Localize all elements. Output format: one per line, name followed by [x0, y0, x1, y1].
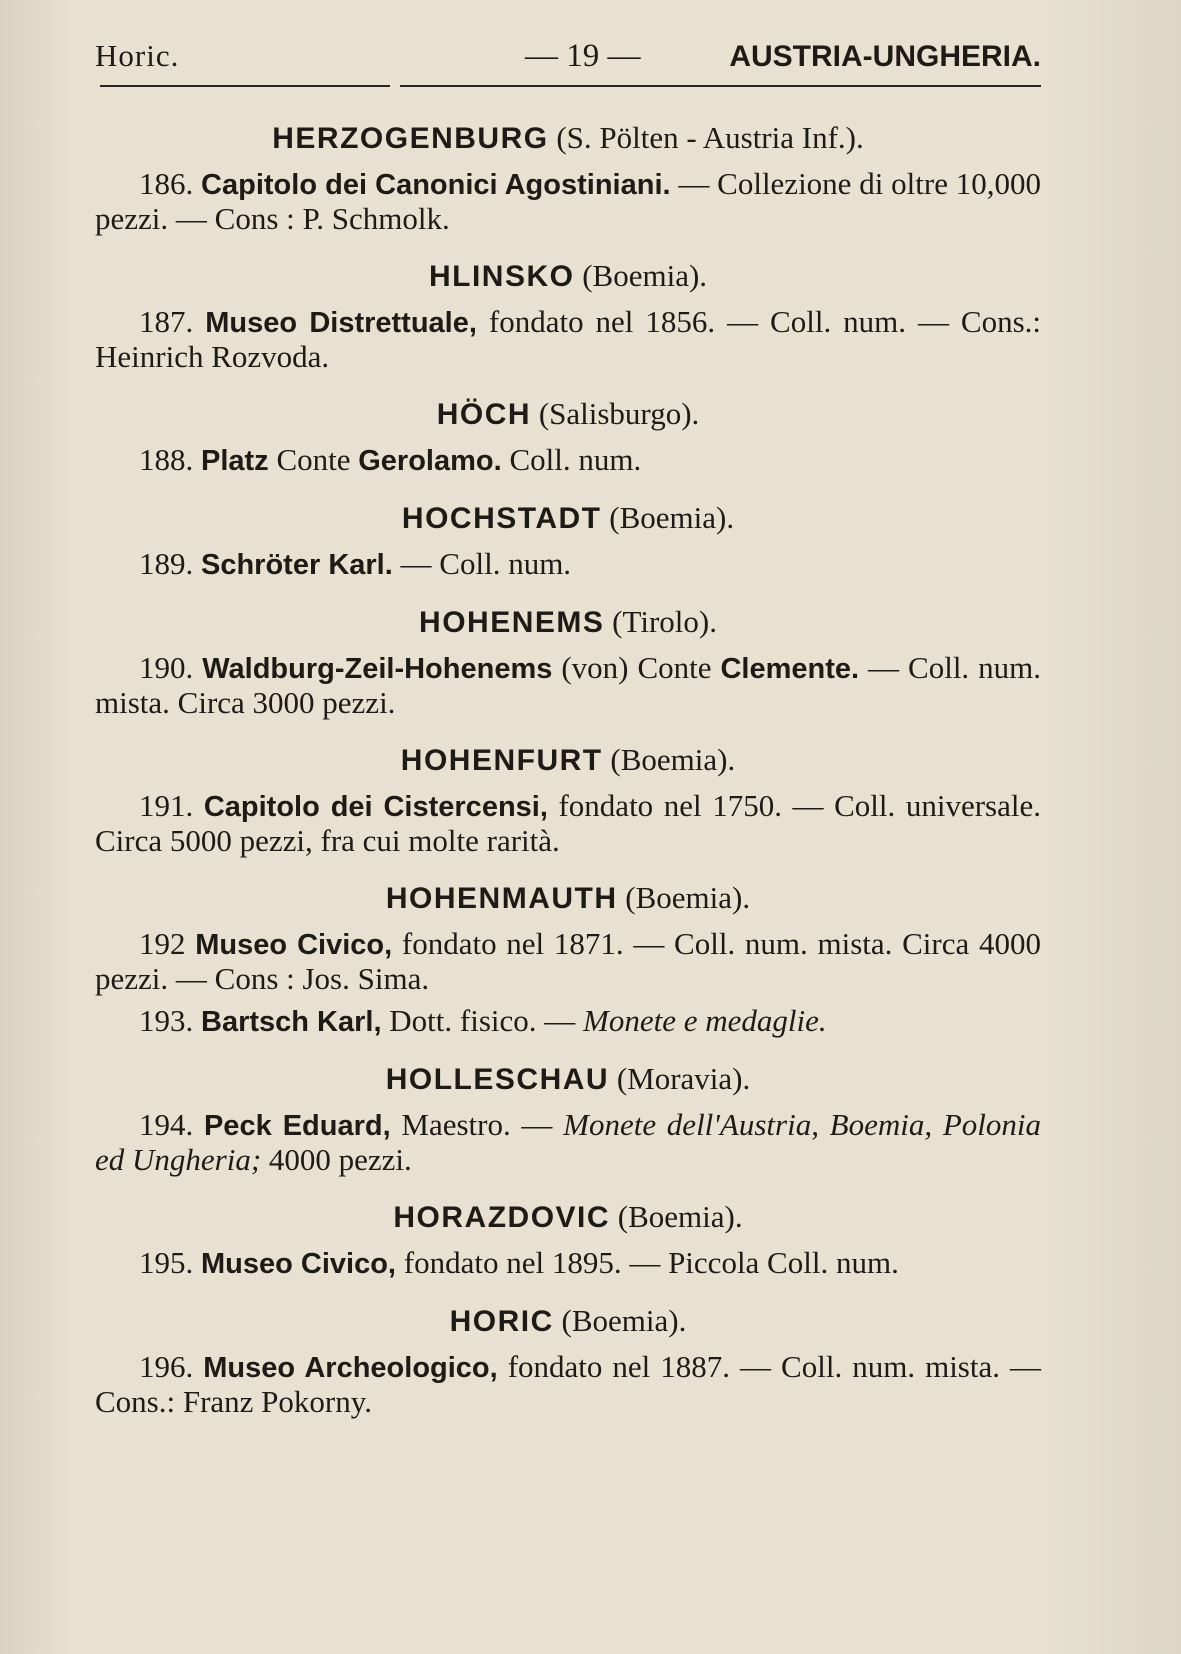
entry-text: fondato nel 1856. — Coll. num. — Cons.: Heinrich Rozvoda. [95, 304, 1042, 374]
section-heading [95, 878, 1041, 919]
region-name: (Boemia). [625, 880, 751, 915]
town-name: HERZOGENBURG [272, 122, 549, 155]
entry [95, 1004, 1041, 1039]
section-heading [95, 256, 1041, 297]
entry-text: — Collezione di oltre 10,000 pezzi. — Cons : P. Schmolk. [95, 166, 1041, 236]
section-heading [95, 1059, 1041, 1100]
town-name: HOHENEMS [419, 606, 605, 639]
section-heading [95, 118, 1041, 159]
town-name: HÖCH [436, 398, 532, 431]
running-head [95, 38, 1041, 74]
region-name: (Moravia). [616, 1061, 751, 1096]
entry-number: 195. [139, 1245, 194, 1280]
entry [95, 167, 1041, 236]
entry-name: Museo Archeologico, [203, 1352, 498, 1384]
entry-name: Peck Eduard, [203, 1110, 391, 1142]
entry [95, 1108, 1041, 1177]
entry [95, 547, 1041, 582]
entry-name: Schröter Karl. [201, 549, 393, 581]
entry [95, 789, 1041, 858]
entry-number: 186. [139, 166, 194, 201]
entry-number: 189. [139, 546, 194, 581]
region-name: (Boemia). [617, 1199, 743, 1234]
entry-number: 188. [139, 442, 194, 477]
entry-text: fondato nel 1871. — Coll. num. mista. Circa 4000 pezzi. — Cons : Jos. Sima. [95, 926, 1041, 996]
header-rule-right [400, 85, 1041, 87]
entry-name: Waldburg-Zeil-Hohenems [202, 653, 553, 685]
entry-name: Museo Civico, [195, 929, 393, 961]
section-heading [95, 740, 1041, 781]
entry-name: Capitolo dei Canonici Agostiniani. [201, 169, 671, 201]
entry-italic-text: Monete dell'Austria, Boemia, Polonia ed Ungheria; [95, 1107, 1041, 1177]
entry-number: 187. [139, 304, 194, 339]
entry-text: — Coll. num. [392, 546, 572, 581]
section-heading [95, 602, 1041, 643]
entry [95, 305, 1041, 374]
entry-text: Dott. fisico. — [381, 1003, 584, 1038]
entry-text: fondato nel 1750. — Coll. universale. Circa 5000 pezzi, fra cui molte rarità. [95, 788, 1041, 858]
entry-name: Capitolo dei Cistercensi, [203, 791, 548, 823]
entry-text: Conte [268, 442, 359, 477]
entry-number: 192 [139, 926, 186, 961]
region-name: (Boemia). [610, 742, 736, 777]
entry-text-secondary: Coll. num. [501, 442, 642, 477]
entry-italic-text: Monete e medaglie. [583, 1003, 827, 1038]
town-name: HOLLESCHAU [385, 1063, 610, 1096]
entry-text-tail: 4000 pezzi. [261, 1142, 412, 1177]
entry-text: fondato nel 1887. — Coll. num. mista. — Cons.: Franz Pokorny. [95, 1349, 1041, 1419]
region-name: (Boemia). [561, 1303, 687, 1338]
directory-content [95, 118, 1041, 1439]
entry-number: 193. [139, 1003, 194, 1038]
entry-name-secondary: Gerolamo. [358, 445, 502, 477]
entry-number: 196. [139, 1349, 194, 1384]
entry-number: 190. [139, 650, 194, 685]
header-rules [100, 85, 1041, 89]
town-name: HLINSKO [428, 260, 575, 293]
entry-text: fondato nel 1895. — Piccola Coll. num. [396, 1245, 899, 1280]
entry-name-secondary: Clemente. [720, 653, 860, 685]
entry-name: Bartsch Karl, [201, 1006, 382, 1038]
entry [95, 443, 1041, 478]
header-rule-left [100, 85, 390, 87]
region-name: (Tirolo). [612, 604, 717, 639]
entry [95, 651, 1041, 720]
entry-text: Maestro. — [390, 1107, 564, 1142]
entry-text-secondary: — Coll. num. mista. Circa 3000 pezzi. [95, 650, 1042, 720]
entry-name: Museo Distrettuale, [205, 307, 477, 339]
entry [95, 1246, 1041, 1281]
entry-name: Platz [201, 445, 269, 477]
region-name: (Salisburgo). [538, 396, 700, 431]
page-number: — 19 — [525, 38, 641, 74]
running-head-right: AUSTRIA-UNGHERIA. [729, 40, 1041, 73]
region-name: (S. Pölten - Austria Inf.). [556, 120, 864, 155]
town-name: HORAZDOVIC [393, 1201, 611, 1234]
entry [95, 927, 1041, 996]
entry-number: 191. [139, 788, 194, 823]
town-name: HOCHSTADT [401, 502, 602, 535]
running-head-left: Horic. [95, 38, 180, 73]
entry [95, 1350, 1041, 1419]
town-name: HOHENFURT [400, 744, 603, 777]
section-heading [95, 498, 1041, 539]
section-heading [95, 1197, 1041, 1238]
town-name: HOHENMAUTH [385, 882, 618, 915]
section-heading [95, 1301, 1041, 1342]
section-heading [95, 394, 1041, 435]
entry-name: Museo Civico, [201, 1248, 396, 1280]
entry-number: 194. [139, 1107, 194, 1142]
town-name: HORIC [449, 1305, 554, 1338]
region-name: (Boemia). [609, 500, 735, 535]
region-name: (Boemia). [582, 258, 708, 293]
entry-text: (von) Conte [552, 650, 721, 685]
